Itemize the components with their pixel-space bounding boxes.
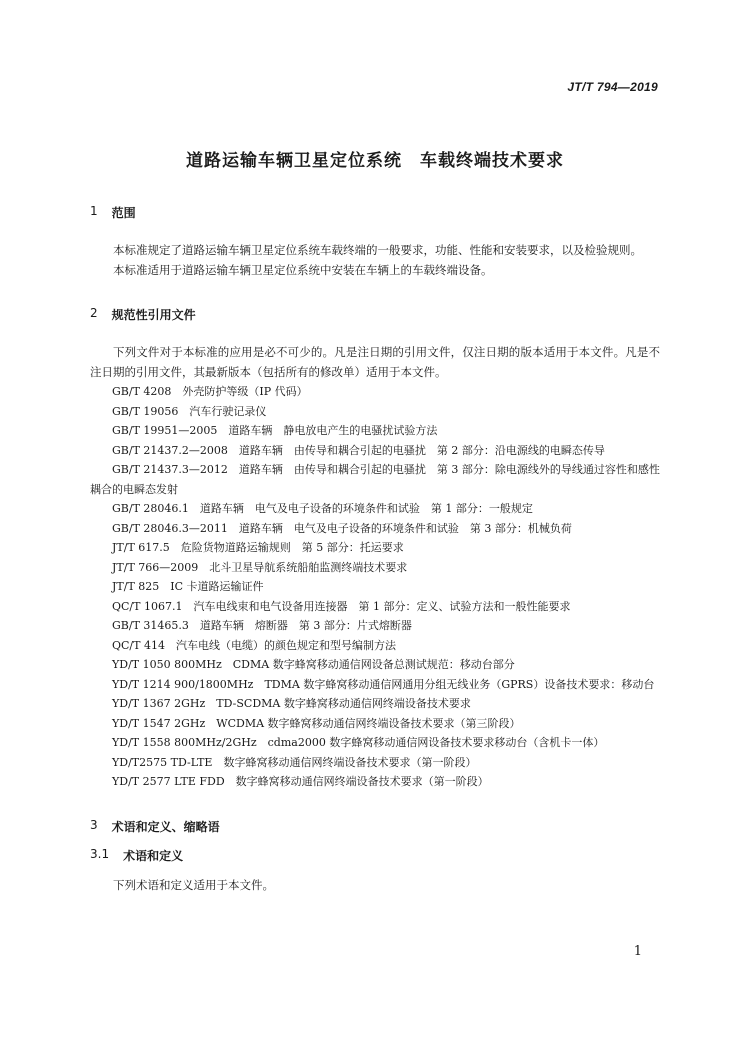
scope-paragraph-2: 本标准适用于道路运输车辆卫星定位系统中安装在车辆上的车载终端设备。: [113, 262, 493, 277]
reference-item: YD/T 1547 2GHz WCDMA 数字蜂窝移动通信网终端设备技术要求（第三阶段）: [112, 716, 521, 730]
reference-item: GB/T 21437.3—2012 道路车辆 由传导和耦合引起的电骚扰 第 3 部分：除电源线外的导线通过容性和感性耦合的电瞬态发射: [90, 463, 660, 496]
section-title: 规范性引用文件: [111, 308, 196, 322]
reference-item: GB/T 19056 汽车行驶记录仪: [112, 404, 267, 418]
section-title: 范围: [111, 206, 136, 220]
reference-item: GB/T 28046.3—2011 道路车辆 电气及电子设备的环境条件和试验 第 3 部分：机械负荷: [112, 521, 572, 535]
section-number: 2: [90, 306, 98, 320]
reference-item: GB/T 31465.3 道路车辆 熔断器 第 3 部分：片式熔断器: [112, 619, 412, 632]
standard-code: JT/T 794—2019: [567, 80, 658, 94]
scope-paragraph-1: 本标准规定了道路运输车辆卫星定位系统车载终端的一般要求，功能、性能和安装要求，以及检验规则。: [113, 243, 642, 257]
section-number: 3.1: [90, 846, 110, 861]
section-number: 1: [90, 204, 98, 218]
normative-intro: 下列文件对于本标准的应用是必不可少的。凡是注日期的引用文件，仅注日期的版本适用于本文件。凡是不注日期的引用文件，其最新版本（包括所有的修改单）适用于本文件。: [90, 345, 660, 379]
reference-item: YD/T 1214 900/1800MHz TDMA 数字蜂窝移动通信网通用分组无线业务（GPRS）设备技术要求：移动台: [112, 677, 655, 691]
reference-item: JT/T 766—2009 北斗卫星导航系统船舶监测终端技术要求: [112, 560, 408, 574]
reference-item: GB/T 4208 外壳防护等级（IP 代码）: [112, 385, 308, 398]
reference-item: YD/T2575 TD-LTE 数字蜂窝移动通信网终端设备技术要求（第一阶段）: [112, 755, 477, 769]
terms-intro: 下列术语和定义适用于本文件。: [113, 877, 274, 892]
reference-item: YD/T 1050 800MHz CDMA 数字蜂窝移动通信网设备总测试规范：移动台部分: [112, 658, 515, 671]
reference-item: JT/T 617.5 危险货物道路运输规则 第 5 部分：托运要求: [112, 541, 404, 554]
reference-item: GB/T 19951—2005 道路车辆 静电放电产生的电骚扰试验方法: [112, 424, 438, 437]
reference-item: YD/T 1558 800MHz/2GHz cdma2000 数字蜂窝移动通信网设备技术要求移动台（含机卡一体）: [112, 736, 605, 749]
document-title: 道路运输车辆卫星定位系统 车载终端技术要求: [186, 151, 564, 171]
section-title: 术语和定义: [123, 848, 184, 863]
reference-item: QC/T 414 汽车电线（电缆）的颜色规定和型号编制方法: [112, 638, 396, 652]
section-3-heading: [90, 818, 660, 835]
reference-item: YD/T 1367 2GHz TD-SCDMA 数字蜂窝移动通信网终端设备技术要求: [112, 697, 471, 710]
document-body: [90, 204, 660, 895]
reference-item: GB/T 21437.2—2008 道路车辆 由传导和耦合引起的电骚扰 第 2 部分：沿电源线的电瞬态传导: [112, 443, 605, 457]
reference-item: YD/T 2577 LTE FDD 数字蜂窝移动通信网终端设备技术要求（第一阶段）: [112, 775, 489, 788]
reference-item: JT/T 825 IC 卡道路运输证件: [112, 580, 264, 593]
section-3-1-heading: [90, 847, 660, 864]
section-1-heading: [90, 204, 660, 221]
section-title: 术语和定义、缩略语: [111, 819, 220, 834]
section-number: 3: [90, 817, 98, 832]
section-2-heading: [90, 306, 660, 323]
reference-item: QC/T 1067.1 汽车电线束和电气设备用连接器 第 1 部分：定义、试验方法和一般性能要求: [112, 599, 571, 613]
reference-item: GB/T 28046.1 道路车辆 电气及电子设备的环境条件和试验 第 1 部分：一般规定: [112, 502, 533, 515]
page-number: 1: [633, 944, 642, 959]
